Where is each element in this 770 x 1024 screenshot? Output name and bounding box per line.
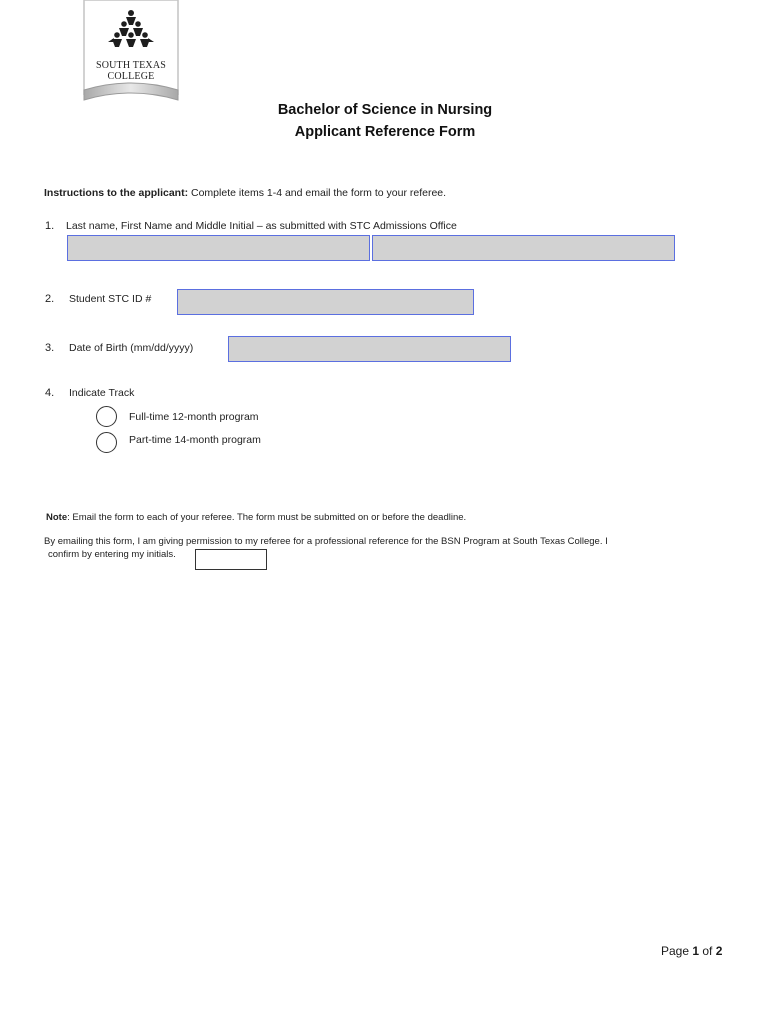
item-3-label: Date of Birth (mm/dd/yyyy) xyxy=(69,342,194,354)
instructions-text: Complete items 1-4 and email the form to your referee. xyxy=(188,187,447,199)
form-title-line2: Applicant Reference Form xyxy=(294,124,476,140)
part-time-label: Part-time 14-month program xyxy=(129,434,261,446)
page-of: of xyxy=(699,944,716,958)
page-number xyxy=(661,944,722,958)
instructions xyxy=(44,187,446,199)
logo-badge-icon xyxy=(82,0,180,106)
logo-name-line1: SOUTH TEXAS xyxy=(95,60,167,71)
logo-name-line2: COLLEGE xyxy=(107,71,155,82)
item-3-number: 3. xyxy=(45,342,55,354)
initials-field[interactable] xyxy=(195,549,267,570)
college-logo xyxy=(82,0,180,106)
full-time-label: Full-time 12-month program xyxy=(129,411,259,423)
note-label: Note xyxy=(46,512,68,523)
page-prefix: Page xyxy=(661,944,693,958)
permission-line1: By emailing this form, I am giving permission to my referee for a professional reference for the BSN Program at South Texas College. I xyxy=(44,536,608,547)
page-current: 1 xyxy=(692,944,700,958)
item-4-label: Indicate Track xyxy=(69,387,135,399)
page-total: 2 xyxy=(715,944,723,958)
first-name-field[interactable] xyxy=(372,235,675,261)
part-time-radio[interactable] xyxy=(96,432,117,453)
form-title-line1: Bachelor of Science in Nursing xyxy=(277,102,493,118)
note xyxy=(46,512,466,523)
student-id-field[interactable] xyxy=(177,289,474,315)
date-of-birth-field[interactable] xyxy=(228,336,511,362)
item-2-number: 2. xyxy=(45,293,55,305)
full-time-radio[interactable] xyxy=(96,406,117,427)
permission-line2: confirm by entering my initials. xyxy=(48,549,176,560)
item-4-number: 4. xyxy=(45,387,55,399)
item-1-number: 1. xyxy=(45,220,55,232)
instructions-label: Instructions to the applicant: xyxy=(44,187,189,199)
note-text: : Email the form to each of your referee. The form must be submitted on or before the deadline. xyxy=(67,512,467,523)
last-name-field[interactable] xyxy=(67,235,370,261)
item-1-label: Last name, First Name and Middle Initial – as submitted with STC Admissions Office xyxy=(66,220,457,232)
item-2-label: Student STC ID # xyxy=(69,293,152,305)
